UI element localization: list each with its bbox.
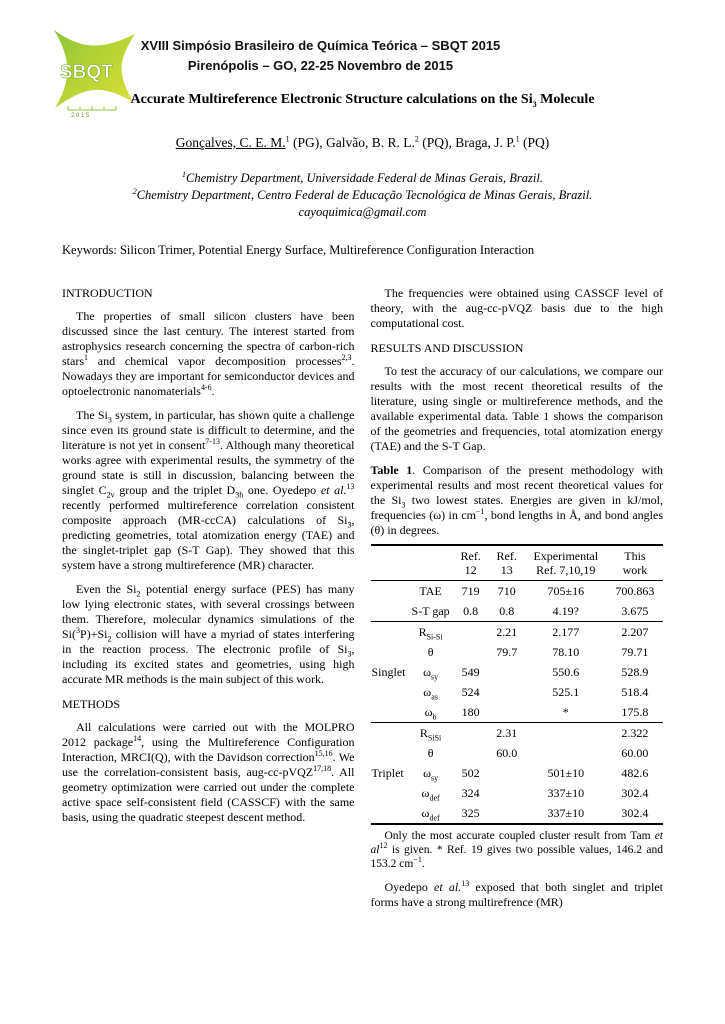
table-row bbox=[371, 581, 664, 602]
value-cell: 175.8 bbox=[607, 702, 663, 723]
value-cell: 302.4 bbox=[621, 786, 649, 800]
value-cell: 2.207 bbox=[621, 625, 649, 639]
row-label-cell: $R_{SiSi}$ bbox=[419, 726, 442, 743]
value-cell: 3.675 bbox=[607, 601, 663, 622]
table-row bbox=[371, 803, 664, 824]
value-cell bbox=[489, 783, 525, 803]
intro-paragraph-1: The properties of small silicon clusters have been discussed since the last century. The interest started from astrophysics research concerning the spectra of carbon-rich stars$^1$ and chemical vapor decomposition processes$^{2,3}$. Nowadays they are important for semiconductor devices and optoelectronic nanomaterials$^{4-6}$. bbox=[62, 309, 355, 398]
group-label-triplet: Triplet bbox=[371, 723, 409, 825]
value-cell: 302.4 bbox=[607, 803, 663, 824]
table-header-cell bbox=[409, 545, 453, 581]
value-cell bbox=[489, 803, 525, 824]
value-cell: 502 bbox=[461, 766, 480, 780]
table-row bbox=[371, 723, 664, 744]
table-row bbox=[371, 743, 664, 763]
table-row bbox=[371, 642, 664, 662]
value-cell: 501±10 bbox=[547, 766, 585, 780]
row-label-cell: $R_{Si-Si}$ bbox=[418, 625, 443, 642]
value-cell: 180 bbox=[453, 702, 489, 723]
value-cell: 2.177 bbox=[552, 625, 580, 639]
value-cell: 710 bbox=[497, 584, 516, 598]
intro-paragraph-3: Even the $Si_2$ potential energy surface (PES) has many low lying electronic states, with several crossings between them. Therefore, molecular dynamics simulations of the $Si(^3P)+Si_2$ collision will have a myriad of states interfering in the reaction process. The electronic profile of $Si_3$, including its excited states and geometries, using high accurate MR methods is the main subject of this work. bbox=[62, 582, 355, 686]
section-heading-introduction: INTRODUCTION bbox=[62, 286, 153, 300]
table-header-cell: Ref. 13 bbox=[489, 545, 525, 581]
row-label-cell: $\omega_b$ bbox=[409, 702, 453, 723]
row-label-cell: $\omega_{def}$ bbox=[421, 786, 440, 803]
value-cell: 0.8 bbox=[489, 601, 525, 622]
conference-title-line1: XVIII Simpósio Brasileiro de Química Teórica – SBQT 2015 bbox=[140, 38, 501, 53]
value-cell: 518.4 bbox=[621, 685, 649, 699]
value-cell: 2.31 bbox=[496, 726, 518, 740]
conference-header bbox=[118, 36, 523, 76]
left-column bbox=[62, 286, 355, 919]
keywords-line: Keywords: Silicon Trimer, Potential Energy Surface, Multireference Configuration Interaction bbox=[62, 243, 535, 257]
value-cell: 2.322 bbox=[621, 726, 649, 740]
value-cell: 719 bbox=[461, 584, 480, 598]
results-paragraph: To test the accuracy of our calculations, we compare our results with the most recent theoretical results of the literature, using single or multireference methods, and the available experimental data. Table 1 shows the comparison of the geometries and frequencies, total atomization energy (TAE) and the S-T Gap. bbox=[370, 364, 663, 453]
closing-paragraph: Oyedepo et al.$^{13}$ exposed that both singlet and triplet forms have a strong multirefrence (MR) bbox=[370, 879, 663, 909]
value-cell bbox=[453, 723, 489, 744]
table-header-cell: This work bbox=[607, 545, 663, 581]
value-cell: 78.10 bbox=[552, 645, 580, 659]
table-row bbox=[371, 601, 664, 622]
table-row bbox=[371, 682, 664, 702]
value-cell: 705±16 bbox=[547, 584, 585, 598]
logo-acronym: SBQT bbox=[60, 62, 113, 83]
table-row bbox=[371, 662, 664, 682]
group-label-singlet: Singlet bbox=[371, 622, 409, 723]
row-label-cell: TAE bbox=[419, 584, 442, 598]
value-cell: 324 bbox=[461, 786, 480, 800]
table-row bbox=[371, 622, 664, 643]
affiliations-block bbox=[62, 170, 663, 221]
paper-title: Accurate Multireference Electronic Structure calculations on the $Si_3$ Molecule bbox=[130, 92, 595, 109]
value-cell: 700.863 bbox=[615, 584, 655, 598]
value-cell: 337±10 bbox=[547, 786, 585, 800]
value-cell: 524 bbox=[461, 685, 480, 699]
results-table bbox=[371, 544, 664, 825]
value-cell: 2.21 bbox=[496, 625, 518, 639]
value-cell bbox=[453, 642, 489, 662]
value-cell: 79.71 bbox=[621, 645, 649, 659]
row-label-cell: $\omega_{as}$ bbox=[423, 685, 438, 702]
right-column bbox=[371, 286, 664, 919]
row-label-cell: θ bbox=[427, 746, 434, 760]
table-caption: Table 1. Comparison of the present methodology with experimental results and most recent theoretical values for the $Si_3$ two lowest states. Energies are given in kJ/mol, frequencies (ω) in $cm^{-1}$, bond lengths in Å, and bond angles (θ) in degrees. bbox=[370, 463, 663, 537]
row-label-cell: $\omega_{def}$ bbox=[409, 803, 453, 824]
table-header-cell: Ref. 12 bbox=[453, 545, 489, 581]
conference-title-line2: Pirenópolis – GO, 22-25 Novembro de 2015 bbox=[187, 58, 454, 73]
table-row bbox=[371, 763, 664, 783]
row-label-cell: $\omega_{sy}$ bbox=[423, 766, 439, 783]
value-cell: 325 bbox=[453, 803, 489, 824]
row-label-cell: $\omega_{sy}$ bbox=[423, 665, 439, 682]
value-cell: 0.8 bbox=[453, 601, 489, 622]
value-cell: 4.19? bbox=[525, 601, 607, 622]
table-row bbox=[371, 702, 664, 723]
table-header-cell bbox=[371, 545, 409, 581]
section-heading-results: RESULTS AND DISCUSSION bbox=[370, 341, 524, 355]
value-cell: 550.6 bbox=[552, 665, 580, 679]
value-cell: 482.6 bbox=[621, 766, 649, 780]
value-cell bbox=[489, 763, 525, 783]
row-label-cell: θ bbox=[427, 645, 434, 659]
value-cell bbox=[453, 743, 489, 763]
logo-year: 2 0 1 5 bbox=[71, 113, 90, 118]
table-row bbox=[371, 783, 664, 803]
methods-paragraph: All calculations were carried out with the MOLPRO 2012 package$^{14}$, using the Multireference Configuration Interaction, MRCI(Q), with the Davidson correction$^{15,16}$. We use the correlation-consistent basis, aug-cc-pVQZ$^{17,18}$. All geometry optimization were carried out under the complete active space self-consistent field (CASSCF) with the same basis, using the quadratic steepest descent method. bbox=[62, 720, 355, 824]
value-cell bbox=[525, 723, 607, 744]
frequencies-paragraph: The frequencies were obtained using CASSCF level of theory, with the aug-cc-pVQZ basis due to the high computational cost. bbox=[370, 286, 663, 330]
value-cell: 60.0 bbox=[496, 746, 518, 760]
section-heading-methods: METHODS bbox=[62, 697, 121, 711]
authors-line: Gonçalves, C. E. M.$^1$ (PG), Galvão, B. R. L.$^2$ (PQ), Braga, J. P.$^1$ (PQ) bbox=[175, 134, 550, 150]
table-footnote: Only the most accurate coupled cluster result from Tam et $al^{12}$ is given. * Ref. 19 gives two possible values, 146.2 and 153.2 $cm^{-1}$. bbox=[370, 830, 663, 870]
value-cell: 549 bbox=[461, 665, 480, 679]
value-cell: 79.7 bbox=[496, 645, 518, 659]
value-cell: * bbox=[525, 702, 607, 723]
value-cell: 528.9 bbox=[621, 665, 649, 679]
row-label-cell: S-T gap bbox=[409, 601, 453, 622]
value-cell: 337±10 bbox=[525, 803, 607, 824]
affiliation-1: $^1$Chemistry Department, Universidade Federal de Minas Gerais, Brazil. bbox=[182, 169, 543, 185]
body-columns bbox=[62, 286, 663, 919]
value-cell: 525.1 bbox=[552, 685, 580, 699]
value-cell bbox=[525, 743, 607, 763]
value-cell bbox=[489, 702, 525, 723]
value-cell bbox=[489, 682, 525, 702]
value-cell bbox=[489, 662, 525, 682]
affiliation-2: $^2$Chemistry Department, Centro Federal de Educação Tecnológica de Minas Gerais, Brazil. bbox=[132, 186, 593, 202]
intro-paragraph-2: The $Si_3$ system, in particular, has shown quite a challenge since even its ground state is difficult to determine, and the literature is not yet in consent$^{7-13}$. Although many theoretical works agree with experimental results, the symmetry of the ground state is still in discussion, balancing between the singlet $C_{2v}$ group and the triplet $D_{3h}$ one. Oyedepo et al.$^{13}$ recently performed multireference correlation consistent composite approach (MR-ccCA) calculations of $Si_3$, predicting geometries, total atomization energy (TAE) and the singlet-triplet gap (S-T Gap). They showed that this system have a strong multireference (MR) character. bbox=[62, 408, 355, 572]
table-header-row bbox=[371, 545, 664, 581]
value-cell: 60.00 bbox=[621, 746, 649, 760]
table-header-cell: Experimental Ref. 7,10,19 bbox=[525, 545, 607, 581]
contact-email: cayoquimica@gmail.com bbox=[298, 205, 427, 219]
value-cell bbox=[453, 622, 489, 643]
